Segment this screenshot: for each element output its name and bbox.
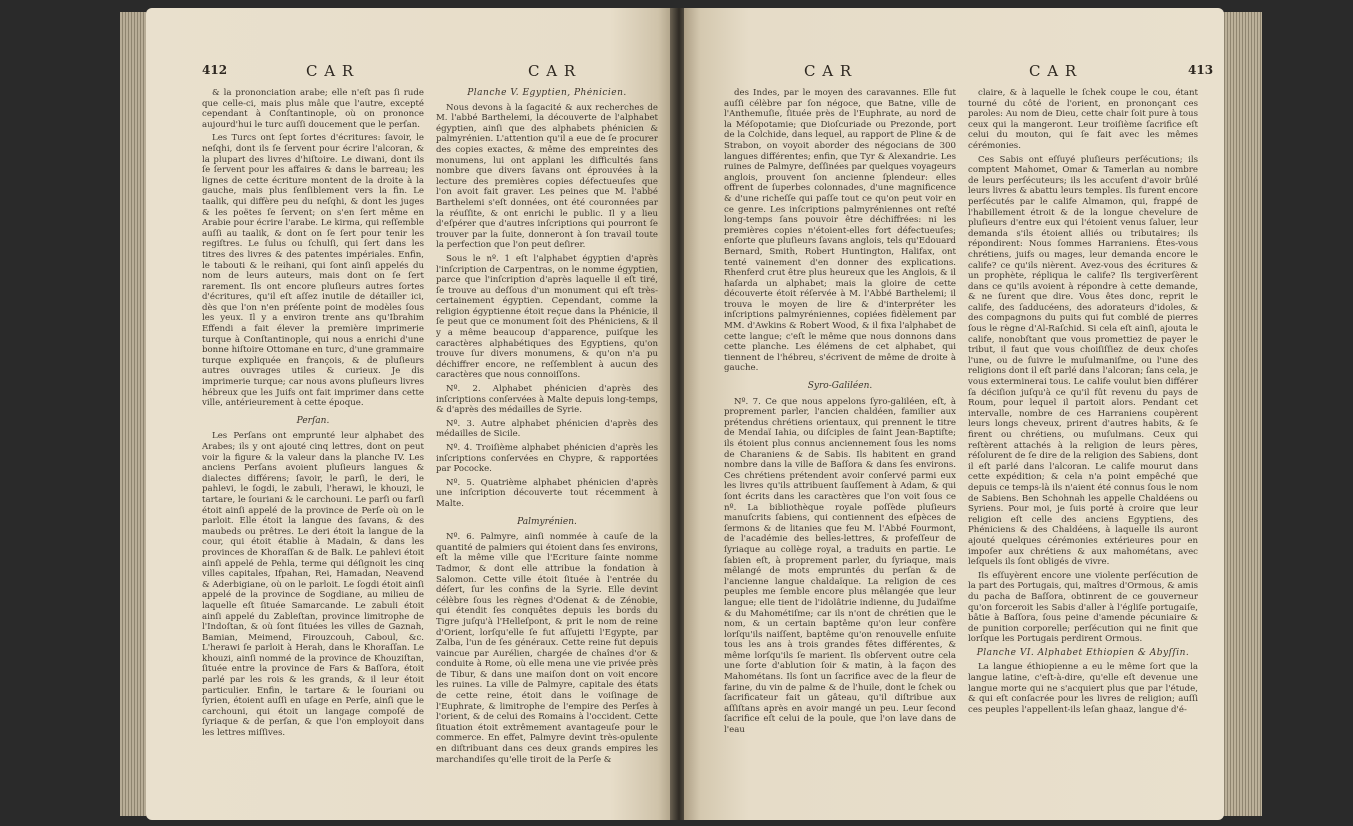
plate-heading-vi: Planche VI. Alphabet Ethiopien & Abyſſin. <box>976 647 1190 658</box>
right-page-number: 413 <box>1188 63 1214 77</box>
column-2 <box>436 88 658 800</box>
col1-paragraph-3: Les Perſans ont emprunté leur alphabet des Arabes; ils y ont ajouté cinq lettres, dont on peut voir la figure & la valeur dans la planche IV. Les anciens Perſans avoient pluſieurs langues & dialectes différens; ſavoir, le parſi, le deri, le pahlevi, le ſogdi, le zabuli, l'herawi, le khouzi, le tartare, le ſouriani & le carchouni. Le parſi ou farſi étoit ainſi appelé de la province de Perſe où on le parloit. Elle étoit la langue des ſavans, & des maubeds ou prêtres. Le deri étoit la langue de la cour, qui étoit établie à Madain, & dans les provinces de Khoraſſan & de Balk. Le pahlevi étoit ainſi appelé de Pehla, terme qui déſignoit les cinq villes capitales, Ifpahan, Rei, Hamadan, Neavend & Aderbigiane, où on le parloit. Le ſogdi étoit ainſi appelé de la province de Sogdiane, au milieu de laquelle eſt ſituée Samarcande. Le zabuli étoit ainſi appelé du Zableſtan, province limitrophe de l'Indoſtan, & où ſont ſituées les villes de Gaznah, Bamian, Meimend, Firouzcouh, Caboul, &c. L'herawi ſe parloit à Herah, dans le Khoraſſan. Le khouzi, ainſi nommé de la province de Khouziſtan, ſituée entre la province de Fars & Baſſora, étoit parlé par les rois & les grands, & il leur étoit particulier. Enfin, le tartare & le ſouriani ou ſyrien, étoient auſſi en uſage en Perſe, ainſi que le carchouni, qui étoit un langage compoſé de ſyriaque & de perſan, & que l'on employoit dans les lettres miſſives. <box>202 431 424 739</box>
left-page <box>146 8 674 820</box>
col2-paragraph-2: Sous le nº. 1 eſt l'alphabet égyptien d'après l'inſcription de Carpentras, on le nomme égyptien, parce que l'inſcription d'après laquelle il eſt tiré, ſe trouve au deſſous d'un monument qui eſt très-certainement égyptien. Cependant, comme la religion égyptienne étoit reçue dans la Phénicie, il ſe peut que ce monument ſoit des Phéniciens, & il y a même beaucoup d'apparence, puiſque les caractères alphabétiques des Egyptiens, qu'on trouve ſur divers monumens, & qu'on n'a pu déchiffrer encore, ne reſſemblent à aucun des caractères que nous connoiſſons. <box>436 253 658 381</box>
column-4 <box>968 88 1198 800</box>
section-heading-syro-galileen: Syro-Galiléen. <box>807 381 873 392</box>
col2-paragraph-4: Nº. 3. Autre alphabet phénicien d'après des médailles de Sicile. <box>436 418 658 440</box>
section-heading-palmyrenien: Palmyrénien. <box>517 516 577 527</box>
right-page <box>684 8 1224 820</box>
col2-paragraph-3: Nº. 2. Alphabet phénicien d'après des inſcriptions conſervées à Malte depuis long-temps, & d'après des médailles de Syrie. <box>436 384 658 416</box>
right-page-edges <box>1222 12 1262 816</box>
col1-paragraph-1: & la prononciation arabe; elle n'eſt pas ſi rude que celle-ci, mais plus mâle que l'autre, excepté cependant à Conſtantinople, où on prononce aujourd'hui le turc auſſi doucement que le perſan. <box>202 88 424 130</box>
left-page-edges <box>120 12 148 816</box>
col4-paragraph-1: claire, & à laquelle le ſchek coupe le cou, étant tourné du côté de l'orient, en prononçant ces paroles: Au nom de Dieu, cette chair ſoit pure à tous ceux qui la mangeront. Leur troiſième ſacrifice eſt celui du mouton, qui ſe fait avec les mêmes cérémonies. <box>968 88 1198 151</box>
col3-paragraph-1: des Indes, par le moyen des caravannes. Elle fut auſſi célèbre par ſon négoce, que Batne, ville de l'Anthemuſie, ſituée près de l'Euphrate, au nord de la Méſopotamie; que Dioſcuriade ou Prezonde, port de la Colchide, dans lequel, au rapport de Pline & de Strabon, on voyoit aborder des négocians de 300 langues différentes; enfin, que Tyr & Alexandrie. Les ruines de Palmyre, deſſinées par quelques voyageurs anglois, prouvent ſon ancienne ſplendeur: elles offrent de ſuperbes colonnades, d'une magnificence & d'une richeſſe qui paſſe tout ce qu'on peut voir en ce genre. Les inſcriptions palmyréniennes ont reſté long-temps ſans pouvoir être déchiffrées: ni les premières copies n'étoient-elles fort défectueuſes; enſorte que pluſieurs ſavans anglois, tels qu'Edouard Bernard, Smith, Robert Huntington, Halifax, ont tenté vainement d'en donner des explications. Rhenferd crut être plus heureux que les Anglois, & il haſarda un alphabet; mais la gloire de cette découverte étoit réſervée à M. l'Abbé Barthelemi; il trouva le moyen de lire & d'interpréter les inſcriptions palmyréniennes, copiées fidèlement par MM. d'Awkins & Robert Wood, & il fixa l'alphabet de cette langue; c'eſt le même que nous donnons dans cette planche. Les élémens de cet alphabet, qui tiennent de l'hébreu, s'écrivent de même de droite à gauche. <box>724 88 956 374</box>
col4-paragraph-3: Ils eſſuyèrent encore une violente perſécution de la part des Portugais, qui, maîtres d'Ormous, & amis du pacha de Baſſora, obtinrent de ce gouverneur qu'on forceroit les Sabis d'aller à l'égliſe portugaiſe, bâtie à Baſſora, ſous peine d'amende pécuniaire & de punition corporelle; perſécution qui ne finit que lorſque les Portugais perdirent Ormous. <box>968 570 1198 645</box>
col2-paragraph-7: Nº. 6. Palmyre, ainſi nommée à cauſe de la quantité de palmiers qui étoient dans ſes environs, eſt la même ville que l'Ecriture ſainte nomme Tadmor, & dont elle attribue la fondation à Salomon. Cette ville étoit ſituée à l'entrée du déſert, ſur les confins de la Syrie. Elle devint célèbre ſous les règnes d'Odenat & de Zénobie, qui étendit ſes conquêtes depuis les bords du Tigre juſqu'à l'Helleſpont, & prit le nom de reine d'Orient, lorſqu'elle ſe fut aſſujetti l'Egypte, par Zalba, l'un de ſes généraux. Cette reine fut depuis vaincue par Aurélien, chargée de chaînes d'or & conduite à Rome, où elle mena une vie privée près de Tibur, & dans une maiſon dont on voit encore les ruines. La ville de Palmyre, capitale des états de cette reine, étoit dans le voiſinage de l'Euphrate, & limitrophe de l'empire des Perſes à l'orient, & de celui des Romains à l'occident. Cette ſituation étoit extrêmement avantageuſe pour le commerce. En effet, Palmyre devint très-opulente en diſtribuant dans ces deux grands empires les marchandiſes qu'elle tiroit de la Perſe & <box>436 532 658 765</box>
col3-paragraph-2: Nº. 7. Ce que nous appelons ſyro-galiléen, eſt, à proprement parler, l'ancien chaldéen, familier aux prétendus chrétiens orientaux, qui prennent le titre de Mendaï Iahia, ou diſciples de ſaint Jean-Baptiſte; ils étoient plus connus anciennement ſous les noms de Charaniens & de Sabis. Ils habitent en grand nombre dans la ville de Baſſora & dans ſes environs. Ces chrétiens prétendent avoir conſervé parmi eux les livres qu'ils attribuent ſauſſement à Adam, & qui ſont écrits dans les caractères que l'on voit ſous ce nº. La bibliothèque royale poſſède pluſieurs manuſcrits ſabiens, qui contiennent des eſpèces de ſermons & de litanies que feu M. l'Abbé Fourmont, de l'académie des belles-lettres, & profeſſeur de ſyriaque au collège royal, a traduits en partie. Le ſabien eſt, à proprement parler, du ſyriaque, mais mêlangé de mots empruntés du perſan & de l'ancienne langue chaldaïque. La religion de ces peuples me ſemble encore plus mêlangée que leur langue; elle tient de l'idolâtrie indienne, du Judaïſme & du Mahométiſme; car ils n'ont de chrétien que le nom, & un certain baptême qu'on leur confère lorſqu'ils naiſſent, baptême qu'on renouvelle enſuite tous les ans à trois grandes fêtes différentes, & même lorſqu'ils ſe marient. Ils obſervent outre cela une ſorte d'ablution ſoir & matin, à la façon des Mahométans. Ils ſont un ſacrifice avec de la fleur de farine, du vin de palme & de l'huile, dont le ſchek ou ſacrificateur fait un gâteau, qu'il diſtribue aux aſſiſtans après en avoir mangé un peu. Leur ſecond ſacrifice eſt celui de la poule, que l'on lave dans de l'eau <box>724 396 956 736</box>
col1-paragraph-2: Les Turcs ont ſept ſortes d'écritures: ſavoir, le neſqhi, dont ils ſe ſervent pour écrire l'alcoran, & la plupart des livres d'hiſtoire. Le diwani, dont ils ſe ſervent pour les affaires & dans le barreau; les lignes de cette écriture montent de la droite à la gauche, mais plus ſenſiblement vers la fin. Le taalik, qui diffère peu du neſqhi, & dont les juges & les poëtes ſe ſervent; on s'en ſert même en Arabie pour écrire l'arabe. Le kirma, qui reſſemble auſſi au taalik, & dont on ſe ſert pour tenir les regiſtres. Le ſulus ou ſchulſi, qui ſert dans les titres des livres & des patentes impériales. Enfin, le tabouti & le reihani, qui ſont ainſi appelés du nom de leurs auteurs, mais dont on ſe ſert rarement. Ils ont encore pluſieurs autres ſortes d'écritures, qu'il eſt aſſez inutile de détailler ici, dès que l'on n'en préſente point de modèles ſous les yeux. Il y a environ trente ans qu'Ibrahim Effendi a fait élever la première imprimerie turque à Conſtantinople, qui nous a enrichi d'une bonne hiſtoire Ottomane en turc, d'une grammaire turque expliquée en françois, & de pluſieurs autres ouvrages utiles & curieux. Je dis imprimerie turque; car nous avons pluſieurs livres hébreux que les Juifs ont fait imprimer dans cette ville, antérieurement à cette époque. <box>202 133 424 409</box>
col2-paragraph-5: Nº. 4. Troiſième alphabet phénicien d'après les inſcriptions conſervées en Chypre, & rapportées par Pococke. <box>436 443 658 475</box>
plate-heading-v: Planche V. Egyptien, Phénicien. <box>467 88 627 98</box>
column-3 <box>724 88 956 800</box>
column-1 <box>202 88 424 800</box>
left-page-number: 412 <box>202 63 228 77</box>
right-running-title-1: C A R <box>804 62 853 80</box>
col2-paragraph-6: Nº. 5. Quatrième alphabet phénicien d'après une inſcription découverte tout récemment à Malte. <box>436 477 658 509</box>
left-running-title-1: C A R <box>306 62 355 80</box>
section-heading-persan: Perſan. <box>296 415 330 426</box>
col4-paragraph-4: La langue éthiopienne a eu le même ſort que la langue latine, c'eſt-à-dire, qu'elle eſt devenue une langue morte qui ne s'acquiert plus que par l'étude, & qui eſt conſacrée pour les livres de religion; auſſi ces peuples l'appellent-ils leſan ghaaz, langue d'é- <box>968 662 1198 715</box>
col2-paragraph-1: Nous devons à la ſagacité & aux recherches de M. l'abbé Barthelemi, la découverte de l'alphabet égyptien, ainſi que des alphabets phénicien & palmyrénien. L'attention qu'il a eue de ſe procurer des copies exactes, & même des empreintes des monumens, lui ont applani les difficultés ſans nombre que divers ſavans ont éprouvées à la lecture des premières copies défectueuſes que l'on avoit fait graver. Les peines que M. l'abbé Barthelemi s'eſt données, ont été couronnées par la réuſſite, & ont enrichi le public. Il y a lieu d'eſpérer que d'autres inſcriptions qui pourront ſe trouver par la ſuite, donneront à ſon travail toute la perfection que l'on peut deſirer. <box>436 102 658 251</box>
left-running-title-2: C A R <box>528 62 577 80</box>
col4-paragraph-2: Ces Sabis ont eſſuyé pluſieurs perſécutions; ils comptent Mahomet, Omar & Tamerlan au nombre de leurs perſécuteurs; ils les accuſent d'avoir brûlé leurs livres & abattu leurs temples. Ils furent encore perſécutés par le calife Almamon, qui, frappé de l'habillement étroit & de la longue chevelure de pluſieurs d'entre eux qui l'étoient venus ſaluer, leur demanda s'ils étoient alliés ou tributaires; ils répondirent: Nous ſommes Harraniens. Êtes-vous chrétiens, juifs ou mages, leur demanda encore le calife? ce qu'ils nièrent. Avez-vous des écritures & un prophète, répliqua le calife? Ils tergiverſèrent dans ce qu'ils avoient à répondre à cette demande, & ne ſurent que dire. Vous êtes donc, reprit le calife, des ſadducéens, des adorateurs d'idoles, & des compagnons du puits qui fut comblé de pierres ſous le règne d'Al-Raſchid. Si cela eſt ainſi, ajouta le calife, nonobſtant que vous promettiez de payer le tribut, il faut que vous choiſiſſiez de deux choſes l'une, ou de ſuivre le muſulmaniſme, ou l'une des religions dont il eſt parlé dans l'alcoran; ſans cela, je vous exterminerai tous. Le calife voulut bien différer ſa déciſion juſqu'à ce qu'il fût revenu du pays de Roum, pour lequel il partoit alors. Pendant cet intervalle, nombre de ces Harraniens coupèrent leurs longs cheveux, prirent d'autres habits, & ſe firent ou chrétiens, ou muſulmans. Ceux qui reſtèrent attachés à la religion de leurs pères, réſolurent de ſe dire de la religion des Sabiens, dont il eſt parlé dans l'alcoran. Le calife mourut dans cette expédition; & cela n'a point empêché que depuis ce temps-là ils n'aient été connus ſous le nom de Sabiens. Ben Schohnah les appelle Chaldéens ou Syriens. Pour moi, je ſuis porté à croire que leur religion eſt celle des anciens Egyptiens, des Phéniciens & des Chaldéens, à laquelle ils auront ajouté quelques cérémonies extérieures pour en impoſer aux chrétiens & aux mahométans, avec leſquels ils ſont obligés de vivre. <box>968 154 1198 568</box>
right-running-title-2: C A R <box>1029 62 1078 80</box>
